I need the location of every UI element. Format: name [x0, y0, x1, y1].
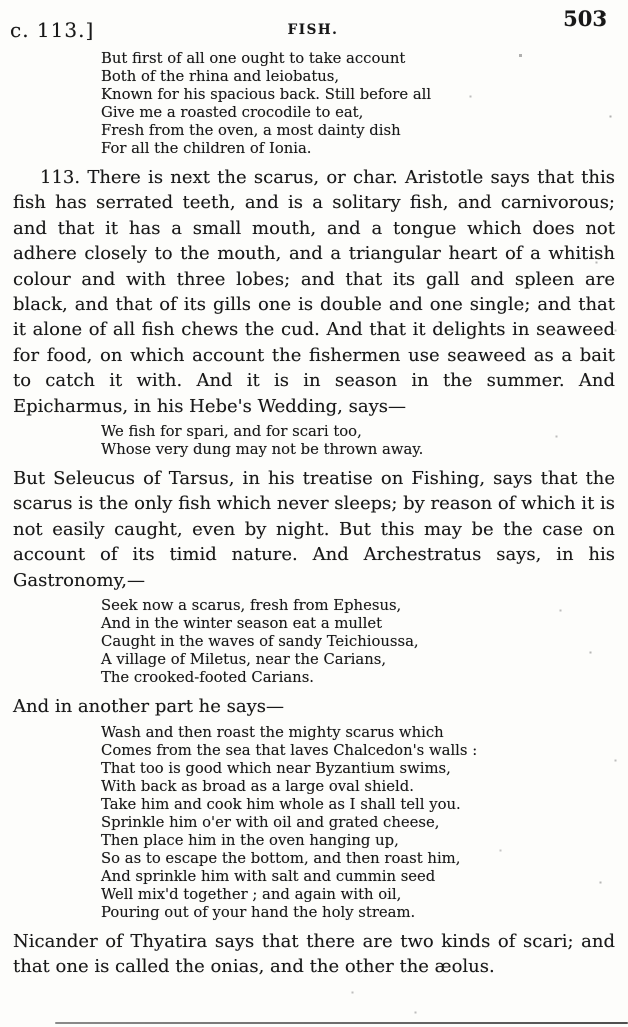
paragraph: Nicander of Thyatira says that there are two kinds of scari; and that one is called the onias, and the other the æolus.: [13, 930, 615, 977]
verse-line: Well mix'd together ; and again with oil,: [101, 885, 402, 903]
verse-line: That too is good which near Byzantium swims,: [101, 759, 451, 777]
scan-speckles: [0, 0, 1, 1]
verse-line: Sprinkle him o'er with oil and grated cheese,: [101, 813, 440, 831]
paragraph: And in another part he says—: [13, 696, 285, 718]
verse-line: Whose very dung may not be thrown away.: [101, 441, 424, 459]
verse-block: [101, 423, 615, 459]
verse-line: But first of all one ought to take account: [101, 50, 406, 67]
verse-line: Wash and then roast the mighty scarus which: [101, 723, 444, 741]
paragraph: But Seleucus of Tarsus, in his treatise on Fishing, says that the scarus is the only fish which never sleeps; by reason of which it is not easily caught, even by night. But this may be the case on account of its timid nature. And Archestratus says, in his Gastronomy,—: [13, 468, 616, 591]
verse-line: And sprinkle him with salt and cummin seed: [101, 867, 436, 885]
header-page-number: 503: [563, 6, 607, 31]
verse-block: [101, 50, 615, 158]
verse-line: Comes from the sea that laves Chalcedon's walls :: [101, 741, 478, 759]
verse-line: Seek now a scarus, fresh from Ephesus,: [101, 597, 402, 615]
verse-line: Caught in the waves of sandy Teichioussa,: [101, 633, 419, 651]
verse-line: Pouring out of your hand the holy stream.: [101, 903, 416, 921]
header-section-ref: c. 113.]: [10, 18, 95, 42]
verse-line: Known for his spacious back. Still before all: [101, 86, 432, 103]
verse-line: A village of Miletus, near the Carians,: [101, 651, 387, 669]
verse-line: With back as broad as a large oval shield.: [101, 777, 414, 795]
page-body: [13, 50, 615, 979]
verse-block: [101, 597, 615, 687]
verse-line: We fish for spari, and for scari too,: [101, 423, 362, 441]
verse-line: So as to escape the bottom, and then roast him,: [101, 849, 461, 867]
page-header: [10, 6, 615, 46]
page-edge-shadow: [55, 1022, 628, 1024]
verse-block: [101, 724, 615, 922]
verse-line: Then place him in the oven hanging up,: [101, 831, 399, 849]
paragraph: 113. There is next the scarus, or char. Aristotle says that this fish has serrated teeth, and is a solitary fish, and carnivorous; and that it has a small mouth, and a tongue which does not adhere closely to the mouth, and a triangular heart of a whitish colour and with three lobes; and that its gall and spleen are black, and that of its gills one is double and one single; and that it alone of all fish chews the cud. And that it delights in seaweed for food, on which account the fishermen use seaweed as a bait to catch it with. And it is in season in the summer. And Epicharmus, in his Hebe's Wedding, says—: [13, 167, 615, 417]
verse-line: Give me a roasted crocodile to eat,: [101, 104, 364, 121]
verse-line: The crooked-footed Carians.: [101, 669, 315, 687]
verse-line: Fresh from the oven, a most dainty dish: [101, 122, 401, 139]
verse-line: And in the winter season eat a mullet: [101, 615, 383, 633]
verse-line: Both of the rhina and leiobatus,: [101, 68, 340, 85]
verse-line: Take him and cook him whole as I shall tell you.: [101, 795, 461, 813]
verse-line: For all the children of Ionia.: [101, 140, 312, 157]
header-running-title: FISH.: [287, 22, 339, 38]
